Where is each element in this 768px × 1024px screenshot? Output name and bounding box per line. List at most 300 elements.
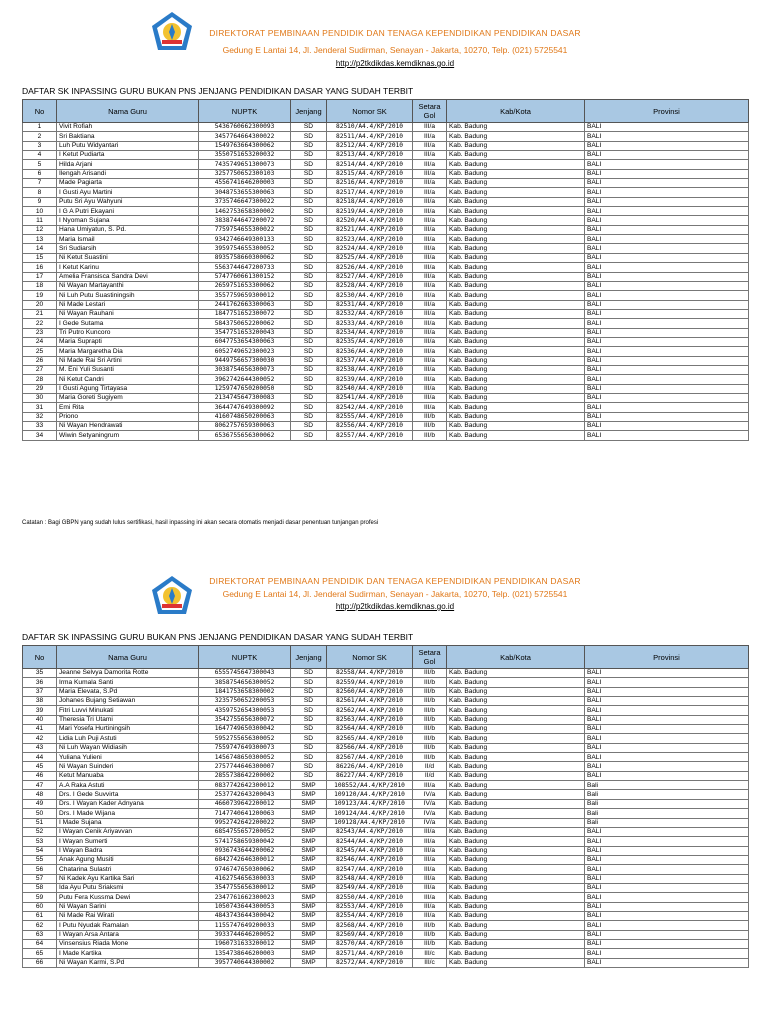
col-provinsi-cell: BALI bbox=[585, 678, 749, 687]
col-nama-guru-cell: Ida Ayu Putu Sriaksmi bbox=[57, 883, 199, 892]
col-nuptk-header: NUPTK bbox=[199, 646, 291, 669]
col-nomor-sk-cell: 82560/A4.4/KP/2010 bbox=[327, 687, 413, 696]
col-nuptk-cell: 1841753658300002 bbox=[199, 687, 291, 696]
col-nomor-sk-cell: 82514/A4.4/KP/2010 bbox=[327, 160, 413, 169]
table-row bbox=[23, 151, 749, 160]
table-row bbox=[23, 818, 749, 827]
col-jenjang-cell: SD bbox=[291, 151, 327, 160]
col-setara-gol-cell: III/a bbox=[413, 319, 447, 328]
col-setara-gol-cell: III/b bbox=[413, 669, 447, 678]
col-nuptk-cell: 5563744647200733 bbox=[199, 263, 291, 272]
col-nomor-sk-cell: 82570/A4.4/KP/2010 bbox=[327, 939, 413, 948]
col-kab-kota-cell: Kab. Badung bbox=[447, 384, 585, 393]
col-nuptk-cell: 1847751652300072 bbox=[199, 309, 291, 318]
col-kab-kota-cell: Kab. Badung bbox=[447, 939, 585, 948]
letterhead-address: Gedung E Lantai 14, Jl. Jenderal Sudirman, Senayan - Jakarta, 10270, Telp. (021) 5725541 bbox=[222, 45, 568, 55]
col-kab-kota-cell: Kab. Badung bbox=[447, 179, 585, 188]
col-kab-kota-header: Kab/Kota bbox=[447, 646, 585, 669]
col-no-cell: 61 bbox=[23, 911, 57, 920]
col-nuptk-cell: 9449756657300030 bbox=[199, 356, 291, 365]
col-kab-kota-cell: Kab. Badung bbox=[447, 225, 585, 234]
col-kab-kota-cell: Kab. Badung bbox=[447, 319, 585, 328]
col-provinsi-cell: BALI bbox=[585, 375, 749, 384]
letterhead-url[interactable] bbox=[200, 59, 590, 68]
col-provinsi-cell: BALI bbox=[585, 865, 749, 874]
col-nuptk-cell: 3550751653200032 bbox=[199, 151, 291, 160]
col-provinsi-cell: Bali bbox=[585, 781, 749, 790]
col-nomor-sk-cell: 82546/A4.4/KP/2010 bbox=[327, 855, 413, 864]
col-jenjang-cell: SD bbox=[291, 403, 327, 412]
col-nomor-sk-cell: 82525/A4.4/KP/2010 bbox=[327, 253, 413, 262]
col-kab-kota-cell: Kab. Badung bbox=[447, 753, 585, 762]
col-jenjang-cell: SD bbox=[291, 235, 327, 244]
col-jenjang-cell: SMP bbox=[291, 809, 327, 818]
col-setara-gol-cell: III/a bbox=[413, 356, 447, 365]
col-kab-kota-cell: Kab. Badung bbox=[447, 855, 585, 864]
col-setara-gol-cell: III/b bbox=[413, 743, 447, 752]
table-row bbox=[23, 762, 749, 771]
col-nomor-sk-cell: 82568/A4.4/KP/2010 bbox=[327, 921, 413, 930]
col-setara-gol-cell: III/a bbox=[413, 874, 447, 883]
col-nama-guru-cell: Putu Sri Ayu Wahyuni bbox=[57, 197, 199, 206]
col-nomor-sk-cell: 82526/A4.4/KP/2010 bbox=[327, 263, 413, 272]
col-provinsi-cell: BALI bbox=[585, 337, 749, 346]
table-row bbox=[23, 319, 749, 328]
col-nomor-sk-header: Nomor SK bbox=[327, 100, 413, 123]
col-kab-kota-cell: Kab. Badung bbox=[447, 902, 585, 911]
col-setara-gol-cell: III/a bbox=[413, 846, 447, 855]
table-row bbox=[23, 225, 749, 234]
col-nomor-sk-cell: 82557/A4.4/KP/2010 bbox=[327, 431, 413, 440]
col-nomor-sk-cell: 82532/A4.4/KP/2010 bbox=[327, 309, 413, 318]
col-nuptk-cell: 3542755656300072 bbox=[199, 715, 291, 724]
col-no-cell: 1 bbox=[23, 123, 57, 132]
col-nama-guru-cell: Jeanne Selvya Damorita Rotte bbox=[57, 669, 199, 678]
table-row bbox=[23, 715, 749, 724]
col-nama-guru-cell: Drs. I Made Wijana bbox=[57, 809, 199, 818]
table-row bbox=[23, 309, 749, 318]
table-row bbox=[23, 403, 749, 412]
table-row bbox=[23, 197, 749, 206]
col-jenjang-cell: SD bbox=[291, 281, 327, 290]
table-row bbox=[23, 949, 749, 958]
col-nuptk-cell: 4660739642200012 bbox=[199, 799, 291, 808]
col-setara-gol-cell: III/a bbox=[413, 855, 447, 864]
col-jenjang-header: Jenjang bbox=[291, 100, 327, 123]
col-nama-guru-cell: I G A Putri Ekayani bbox=[57, 207, 199, 216]
col-kab-kota-cell: Kab. Badung bbox=[447, 715, 585, 724]
col-setara-gol-cell: III/a bbox=[413, 151, 447, 160]
col-no-cell: 62 bbox=[23, 921, 57, 930]
col-provinsi-cell: BALI bbox=[585, 939, 749, 948]
table-row bbox=[23, 132, 749, 141]
col-nomor-sk-cell: 109123/A4.4/KP/2010 bbox=[327, 799, 413, 808]
col-nuptk-cell: 4162754656300033 bbox=[199, 874, 291, 883]
col-kab-kota-cell: Kab. Badung bbox=[447, 281, 585, 290]
table-row bbox=[23, 300, 749, 309]
url-link[interactable]: http://p2tkdikdas.kemdiknas.go.id bbox=[335, 59, 455, 68]
col-setara-gol-cell: III/a bbox=[413, 291, 447, 300]
col-setara-gol-cell: III/a bbox=[413, 902, 447, 911]
col-setara-gol-cell: III/a bbox=[413, 865, 447, 874]
col-kab-kota-cell: Kab. Badung bbox=[447, 827, 585, 836]
col-nama-guru-cell: Hilda Arjani bbox=[57, 160, 199, 169]
col-nama-guru-cell: Putu Fera Kussma Dewi bbox=[57, 893, 199, 902]
col-provinsi-cell: BALI bbox=[585, 169, 749, 178]
col-nomor-sk-cell: 82511/A4.4/KP/2010 bbox=[327, 132, 413, 141]
col-nama-guru-header: Nama Guru bbox=[57, 646, 199, 669]
col-jenjang-cell: SD bbox=[291, 263, 327, 272]
table-row bbox=[23, 244, 749, 253]
col-provinsi-cell: BALI bbox=[585, 197, 749, 206]
col-no-cell: 54 bbox=[23, 846, 57, 855]
col-nomor-sk-cell: 82512/A4.4/KP/2010 bbox=[327, 141, 413, 150]
col-nuptk-cell: 8935758660300062 bbox=[199, 253, 291, 262]
col-kab-kota-cell: Kab. Badung bbox=[447, 300, 585, 309]
col-provinsi-cell: BALI bbox=[585, 347, 749, 356]
col-setara-gol-cell: III/a bbox=[413, 272, 447, 281]
col-setara-gol-cell: III/a bbox=[413, 281, 447, 290]
col-setara-gol-cell: III/a bbox=[413, 893, 447, 902]
letterhead bbox=[0, 0, 768, 85]
col-no-cell: 30 bbox=[23, 393, 57, 402]
col-nama-guru-header: Nama Guru bbox=[57, 100, 199, 123]
table-row bbox=[23, 431, 749, 440]
col-kab-kota-cell: Kab. Badung bbox=[447, 930, 585, 939]
col-nuptk-cell: 9342746649300133 bbox=[199, 235, 291, 244]
col-setara-gol-cell: III/b bbox=[413, 412, 447, 421]
table-row bbox=[23, 921, 749, 930]
col-nama-guru-cell: Ni Wayan Suinderi bbox=[57, 762, 199, 771]
col-nomor-sk-cell: 82530/A4.4/KP/2010 bbox=[327, 291, 413, 300]
col-nuptk-cell: 6052749652300023 bbox=[199, 347, 291, 356]
col-nomor-sk-cell: 82535/A4.4/KP/2010 bbox=[327, 337, 413, 346]
col-nuptk-cell: 1050743644300053 bbox=[199, 902, 291, 911]
col-kab-kota-cell: Kab. Badung bbox=[447, 151, 585, 160]
table-row bbox=[23, 123, 749, 132]
col-nomor-sk-cell: 82567/A4.4/KP/2010 bbox=[327, 753, 413, 762]
col-no-cell: 46 bbox=[23, 771, 57, 780]
col-nuptk-cell: 3957740644300002 bbox=[199, 958, 291, 967]
col-kab-kota-cell: Kab. Badung bbox=[447, 337, 585, 346]
col-nama-guru-cell: Ni Luh Wayan Widiasih bbox=[57, 743, 199, 752]
col-no-cell: 2 bbox=[23, 132, 57, 141]
col-nama-guru-cell: Ni Wayan Karmi, S.Pd bbox=[57, 958, 199, 967]
col-nama-guru-cell: I Wayan Cenik Ariyavvan bbox=[57, 827, 199, 836]
col-provinsi-cell: BALI bbox=[585, 272, 749, 281]
table-row bbox=[23, 697, 749, 706]
col-setara-gol-cell: III/a bbox=[413, 309, 447, 318]
col-no-cell: 16 bbox=[23, 263, 57, 272]
col-nama-guru-cell: I Made Sujana bbox=[57, 818, 199, 827]
col-jenjang-cell: SD bbox=[291, 291, 327, 300]
col-jenjang-cell: SMP bbox=[291, 874, 327, 883]
col-nama-guru-cell: I Ketut Pudiarta bbox=[57, 151, 199, 160]
col-setara-gol-cell: IV/a bbox=[413, 818, 447, 827]
col-jenjang-cell: SD bbox=[291, 762, 327, 771]
table-row bbox=[23, 809, 749, 818]
col-nama-guru-cell: Maria Elevata, S.Pd bbox=[57, 687, 199, 696]
table-row bbox=[23, 855, 749, 864]
col-nama-guru-cell: Fitri Luvvi Minukati bbox=[57, 706, 199, 715]
col-no-cell: 33 bbox=[23, 422, 57, 431]
table-row bbox=[23, 865, 749, 874]
col-no-cell: 24 bbox=[23, 337, 57, 346]
col-nuptk-cell: 3962742644300052 bbox=[199, 375, 291, 384]
col-provinsi-cell: BALI bbox=[585, 743, 749, 752]
col-kab-kota-cell: Kab. Badung bbox=[447, 244, 585, 253]
table-row bbox=[23, 790, 749, 799]
col-jenjang-cell: SD bbox=[291, 300, 327, 309]
col-nama-guru-cell: Maria Margaretha Dia bbox=[57, 347, 199, 356]
col-kab-kota-cell: Kab. Badung bbox=[447, 412, 585, 421]
table-row bbox=[23, 235, 749, 244]
col-nuptk-cell: 1462753658300002 bbox=[199, 207, 291, 216]
col-nama-guru-cell: I Made Kartika bbox=[57, 949, 199, 958]
col-kab-kota-cell: Kab. Badung bbox=[447, 781, 585, 790]
col-nomor-sk-cell: 82510/A4.4/KP/2010 bbox=[327, 123, 413, 132]
list-title: DAFTAR SK INPASSING GURU BUKAN PNS JENJANG PENDIDIKAN DASAR YANG SUDAH TERBIT bbox=[22, 86, 414, 96]
col-jenjang-cell: SD bbox=[291, 188, 327, 197]
col-nama-guru-cell: I Wayan Sumerti bbox=[57, 837, 199, 846]
col-kab-kota-cell: Kab. Badung bbox=[447, 422, 585, 431]
col-nuptk-cell: 1354738646200003 bbox=[199, 949, 291, 958]
col-nomor-sk-cell: 82513/A4.4/KP/2010 bbox=[327, 151, 413, 160]
col-no-cell: 49 bbox=[23, 799, 57, 808]
col-nama-guru-cell: Mari Yosefa Hurtiningsih bbox=[57, 725, 199, 734]
table-body bbox=[23, 669, 749, 968]
col-jenjang-cell: SD bbox=[291, 669, 327, 678]
col-jenjang-cell: SD bbox=[291, 319, 327, 328]
col-nuptk-cell: 1456748650300052 bbox=[199, 753, 291, 762]
col-no-cell: 27 bbox=[23, 365, 57, 374]
col-kab-kota-cell: Kab. Badung bbox=[447, 687, 585, 696]
col-no-cell: 28 bbox=[23, 375, 57, 384]
col-no-cell: 38 bbox=[23, 697, 57, 706]
table-row bbox=[23, 141, 749, 150]
col-kab-kota-cell: Kab. Badung bbox=[447, 706, 585, 715]
col-provinsi-cell: BALI bbox=[585, 216, 749, 225]
col-no-cell: 25 bbox=[23, 347, 57, 356]
col-setara-gol-cell: III/a bbox=[413, 253, 447, 262]
col-no-cell: 45 bbox=[23, 762, 57, 771]
col-setara-gol-cell: III/a bbox=[413, 365, 447, 374]
col-provinsi-cell: Bali bbox=[585, 790, 749, 799]
col-no-cell: 64 bbox=[23, 939, 57, 948]
col-nomor-sk-cell: 82528/A4.4/KP/2010 bbox=[327, 281, 413, 290]
col-setara-gol-cell: III/a bbox=[413, 225, 447, 234]
col-jenjang-cell: SMP bbox=[291, 799, 327, 808]
col-nama-guru-cell: Anak Agung Musiti bbox=[57, 855, 199, 864]
col-jenjang-cell: SMP bbox=[291, 837, 327, 846]
col-provinsi-cell: BALI bbox=[585, 762, 749, 771]
ministry-logo-icon bbox=[150, 574, 194, 618]
col-nuptk-cell: 3547751653200043 bbox=[199, 328, 291, 337]
col-provinsi-cell: BALI bbox=[585, 827, 749, 836]
table-row bbox=[23, 883, 749, 892]
col-no-cell: 53 bbox=[23, 837, 57, 846]
col-nuptk-cell: 5747760661300152 bbox=[199, 272, 291, 281]
col-nomor-sk-cell: 82564/A4.4/KP/2010 bbox=[327, 725, 413, 734]
col-setara-gol-cell: III/a bbox=[413, 384, 447, 393]
col-nuptk-cell: 9746747650300062 bbox=[199, 865, 291, 874]
col-setara-gol-cell: III/b bbox=[413, 422, 447, 431]
col-nomor-sk-cell: 82515/A4.4/KP/2010 bbox=[327, 169, 413, 178]
col-nuptk-cell: 6536755656300062 bbox=[199, 431, 291, 440]
col-nuptk-cell: 1549763664300062 bbox=[199, 141, 291, 150]
col-nuptk-cell: 6854755657200052 bbox=[199, 827, 291, 836]
col-nama-guru-cell: Amelia Fransisca Sandra Devi bbox=[57, 272, 199, 281]
col-nuptk-cell: 6842742646300012 bbox=[199, 855, 291, 864]
col-setara-gol-cell: III/b bbox=[413, 930, 447, 939]
col-provinsi-cell: BALI bbox=[585, 328, 749, 337]
col-nama-guru-cell: Sri Sudiarsih bbox=[57, 244, 199, 253]
col-kab-kota-cell: Kab. Badung bbox=[447, 949, 585, 958]
url-link[interactable]: http://p2tkdikdas.kemdiknas.go.id bbox=[335, 602, 455, 611]
col-kab-kota-cell: Kab. Badung bbox=[447, 356, 585, 365]
table-body bbox=[23, 123, 749, 441]
col-jenjang-cell: SD bbox=[291, 272, 327, 281]
col-nama-guru-cell: I Gede Sutama bbox=[57, 319, 199, 328]
col-setara-gol-cell: III/a bbox=[413, 781, 447, 790]
col-kab-kota-cell: Kab. Badung bbox=[447, 697, 585, 706]
col-nama-guru-cell: Johanes Bujang Setiawan bbox=[57, 697, 199, 706]
table-row bbox=[23, 771, 749, 780]
col-nomor-sk-cell: 82523/A4.4/KP/2010 bbox=[327, 235, 413, 244]
col-setara-gol-cell: III/b bbox=[413, 687, 447, 696]
col-kab-kota-cell: Kab. Badung bbox=[447, 883, 585, 892]
col-setara-gol-cell: III/b bbox=[413, 706, 447, 715]
col-no-cell: 23 bbox=[23, 328, 57, 337]
col-kab-kota-cell: Kab. Badung bbox=[447, 846, 585, 855]
col-setara-gol-cell: III/b bbox=[413, 734, 447, 743]
col-nuptk-cell: 0837742642300012 bbox=[199, 781, 291, 790]
col-nuptk-cell: 1647749650300042 bbox=[199, 725, 291, 734]
col-nuptk-cell: 0936743644200062 bbox=[199, 846, 291, 855]
col-provinsi-cell: BALI bbox=[585, 141, 749, 150]
col-jenjang-cell: SMP bbox=[291, 902, 327, 911]
col-setara-gol-cell: III/a bbox=[413, 179, 447, 188]
col-nomor-sk-cell: 82562/A4.4/KP/2010 bbox=[327, 706, 413, 715]
note-text: Catatan : Bagi GBPN yang sudah lulus sertifikasi, hasil inpassing ini akan secara otomatis menjadi dasar penentuan tunjangan profesi bbox=[22, 520, 379, 526]
table-row bbox=[23, 893, 749, 902]
col-setara-gol-cell: III/a bbox=[413, 403, 447, 412]
col-nama-guru-cell: Wiwin Setyaningrum bbox=[57, 431, 199, 440]
table-row bbox=[23, 743, 749, 752]
col-kab-kota-cell: Kab. Badung bbox=[447, 375, 585, 384]
col-nama-guru-cell: I Nyoman Sujana bbox=[57, 216, 199, 225]
col-nama-guru-cell: Made Pagiarta bbox=[57, 179, 199, 188]
col-nomor-sk-cell: 82556/A4.4/KP/2010 bbox=[327, 422, 413, 431]
col-no-cell: 26 bbox=[23, 356, 57, 365]
col-jenjang-cell: SD bbox=[291, 771, 327, 780]
col-nomor-sk-cell: 82572/A4.4/KP/2010 bbox=[327, 958, 413, 967]
col-nama-guru-cell: Drs. I Wayan Kader Adnyana bbox=[57, 799, 199, 808]
col-nomor-sk-cell: 82518/A4.4/KP/2010 bbox=[327, 197, 413, 206]
table-row bbox=[23, 337, 749, 346]
col-nomor-sk-cell: 82561/A4.4/KP/2010 bbox=[327, 697, 413, 706]
col-kab-kota-cell: Kab. Badung bbox=[447, 911, 585, 920]
col-nuptk-cell: 7559747649300073 bbox=[199, 743, 291, 752]
col-jenjang-cell: SD bbox=[291, 697, 327, 706]
col-kab-kota-cell: Kab. Badung bbox=[447, 874, 585, 883]
col-nomor-sk-cell: 82531/A4.4/KP/2010 bbox=[327, 300, 413, 309]
col-jenjang-cell: SD bbox=[291, 743, 327, 752]
col-no-cell: 44 bbox=[23, 753, 57, 762]
col-nomor-sk-cell: 82566/A4.4/KP/2010 bbox=[327, 743, 413, 752]
col-no-cell: 34 bbox=[23, 431, 57, 440]
col-nomor-sk-cell: 82541/A4.4/KP/2010 bbox=[327, 393, 413, 402]
table-row bbox=[23, 837, 749, 846]
col-jenjang-cell: SD bbox=[291, 253, 327, 262]
col-jenjang-cell: SD bbox=[291, 678, 327, 687]
col-provinsi-cell: BALI bbox=[585, 697, 749, 706]
col-setara-gol-cell: III/b bbox=[413, 678, 447, 687]
col-kab-kota-cell: Kab. Badung bbox=[447, 725, 585, 734]
table-row bbox=[23, 328, 749, 337]
col-nuptk-cell: 1155747649200033 bbox=[199, 921, 291, 930]
col-jenjang-cell: SD bbox=[291, 431, 327, 440]
col-setara-gol-cell: IV/a bbox=[413, 790, 447, 799]
col-nomor-sk-cell: 82571/A4.4/KP/2010 bbox=[327, 949, 413, 958]
col-nuptk-cell: 3735746647300022 bbox=[199, 197, 291, 206]
col-nama-guru-cell: Ni Wayan Sarini bbox=[57, 902, 199, 911]
col-nuptk-cell: 4160748650200063 bbox=[199, 412, 291, 421]
col-provinsi-cell: BALI bbox=[585, 253, 749, 262]
col-nomor-sk-cell: 82517/A4.4/KP/2010 bbox=[327, 188, 413, 197]
col-jenjang-cell: SMP bbox=[291, 781, 327, 790]
col-nuptk-cell: 5952755656300052 bbox=[199, 734, 291, 743]
col-nuptk-cell: 6047753654300063 bbox=[199, 337, 291, 346]
col-nomor-sk-cell: 82516/A4.4/KP/2010 bbox=[327, 179, 413, 188]
letterhead-address: Gedung E Lantai 14, Jl. Jenderal Sudirman, Senayan - Jakarta, 10270, Telp. (021) 5725541 bbox=[222, 589, 568, 599]
col-no-cell: 29 bbox=[23, 384, 57, 393]
col-jenjang-cell: SD bbox=[291, 687, 327, 696]
col-kab-kota-cell: Kab. Badung bbox=[447, 365, 585, 374]
col-nama-guru-cell: Maria Goreti Sugiyem bbox=[57, 393, 199, 402]
col-nama-guru-cell: Ni Ketut Candri bbox=[57, 375, 199, 384]
col-jenjang-cell: SD bbox=[291, 356, 327, 365]
col-nuptk-cell: 4556741646200003 bbox=[199, 179, 291, 188]
table-row bbox=[23, 412, 749, 421]
sk-table-2 bbox=[22, 645, 749, 968]
col-jenjang-cell: SD bbox=[291, 725, 327, 734]
col-nuptk-cell: 3644747649300092 bbox=[199, 403, 291, 412]
col-provinsi-cell: BALI bbox=[585, 706, 749, 715]
col-nuptk-cell: 3457764664300022 bbox=[199, 132, 291, 141]
col-setara-gol-cell: III/a bbox=[413, 883, 447, 892]
col-provinsi-cell: BALI bbox=[585, 958, 749, 967]
col-no-cell: 42 bbox=[23, 734, 57, 743]
table-row bbox=[23, 263, 749, 272]
col-nuptk-cell: 7147740641200063 bbox=[199, 809, 291, 818]
table-row bbox=[23, 799, 749, 808]
col-no-cell: 52 bbox=[23, 827, 57, 836]
col-nomor-sk-header: Nomor SK bbox=[327, 646, 413, 669]
col-jenjang-cell: SD bbox=[291, 132, 327, 141]
col-jenjang-cell: SMP bbox=[291, 939, 327, 948]
col-setara-gol-cell: III/a bbox=[413, 393, 447, 402]
col-kab-kota-cell: Kab. Badung bbox=[447, 291, 585, 300]
letterhead-url[interactable] bbox=[200, 602, 590, 611]
col-no-cell: 56 bbox=[23, 865, 57, 874]
col-nama-guru-cell: Vinsensius Riada Mone bbox=[57, 939, 199, 948]
col-setara-gol-cell: II/d bbox=[413, 762, 447, 771]
col-kab-kota-cell: Kab. Badung bbox=[447, 253, 585, 262]
col-nama-guru-cell: A.A Raka Astuti bbox=[57, 781, 199, 790]
col-nuptk-cell: 2441762663300063 bbox=[199, 300, 291, 309]
col-no-cell: 47 bbox=[23, 781, 57, 790]
